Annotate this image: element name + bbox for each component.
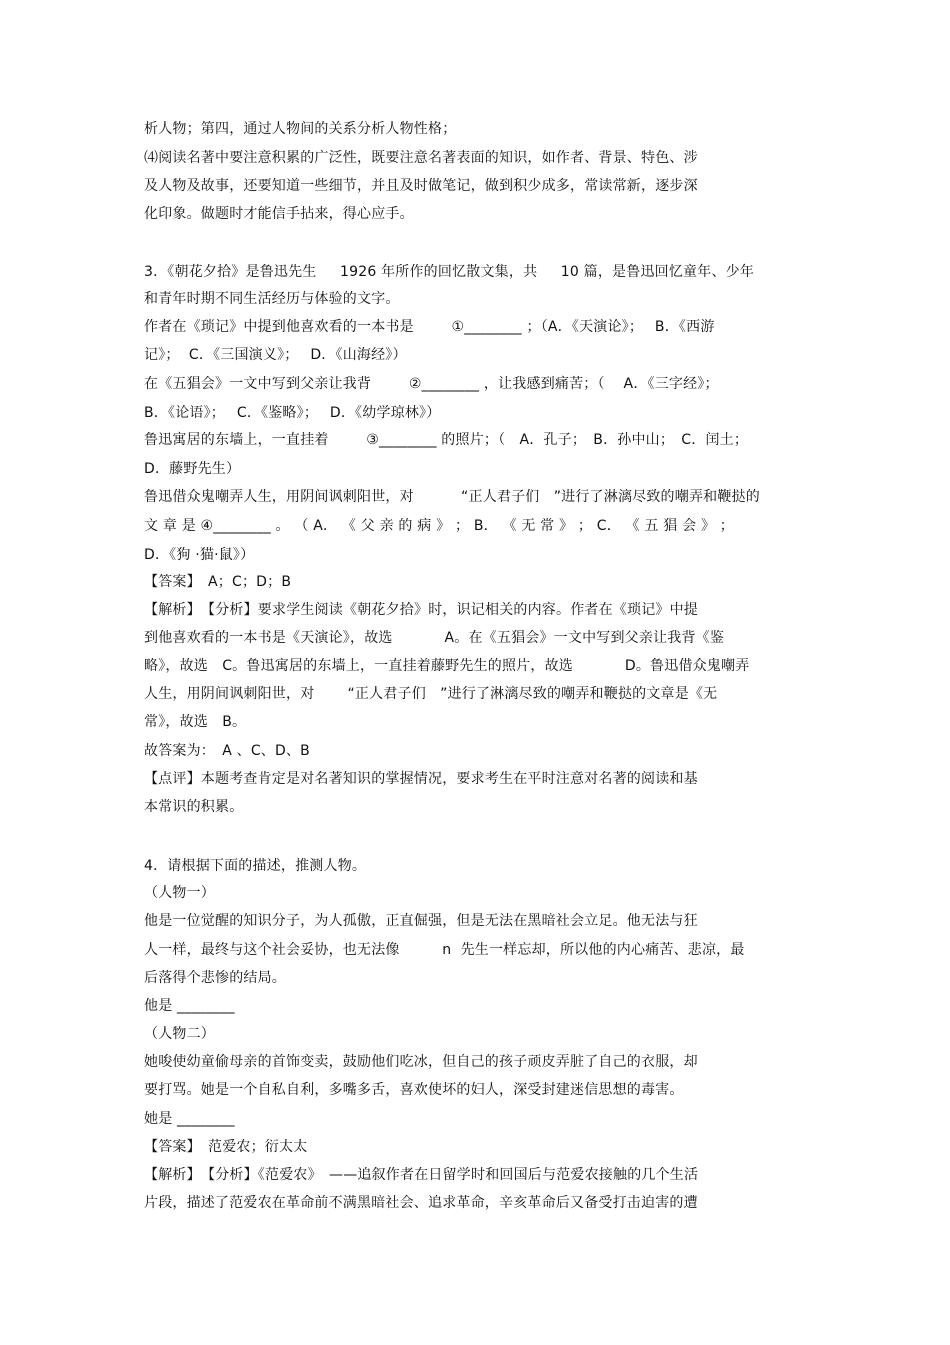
text-line: 她是 ________ bbox=[144, 1111, 235, 1127]
text-line: 要打骂。她是一个自私自利，多嘴多舌，喜欢使坏的妇人，深受封建迷信思想的毒害。 bbox=[144, 1082, 684, 1098]
text-line: D．《狗 ·猫·鼠》） bbox=[144, 547, 255, 563]
question-3-stem: 3．《朝花夕拾》是鲁迅先生 1926 年所作的回忆散文集，共 10 篇，是鲁迅回忆童年、少年 bbox=[144, 264, 755, 280]
text-line: 常》，故选 B。 bbox=[144, 714, 247, 730]
text-line: 略》，故选 C。鲁迅寓居的东墙上，一直挂着藤野先生的照片，故选 D。鲁迅借众鬼嘲弄 bbox=[144, 658, 750, 674]
analysis-text: 【解析】 【分析】要求学生阅读《朝花夕拾》时，识记相关的内容。作者在《琐记》中提 bbox=[144, 602, 698, 618]
text-line: （人物二） bbox=[144, 1026, 215, 1042]
text-line: 他是 ________ bbox=[144, 998, 235, 1014]
question-3-item-2: 在《五猖会》一文中写到父亲让我背 ②________ ，让我感到痛苦；（ A．《三字经》； bbox=[144, 376, 719, 392]
text-line: 本常识的积累。 bbox=[144, 799, 244, 815]
text-line: 故答案为： A 、C、D、B bbox=[144, 743, 310, 759]
text-line: 及人物及故事，还要知道一些细节，并且及时做笔记，做到积少成多，常读常新，逐步深 bbox=[144, 178, 698, 194]
text-line: B．《论语》； C．《鉴略》； D．《幼学琼林》） bbox=[144, 405, 441, 421]
text-line: 她唆使幼童偷母亲的首饰变卖，鼓励他们吃冰，但自己的孩子顽皮弄脏了自己的衣服，却 bbox=[144, 1054, 698, 1070]
text-line: 人一样，最终与这个社会妥协，也无法像 n 先生一样忘却，所以他的内心痛苦、悲凉，最 bbox=[144, 942, 745, 958]
text-line: 和青年时期不同生活经历与体验的文字。 bbox=[144, 291, 400, 307]
answer-label: 【答案】 范爱农；衍太太 bbox=[144, 1139, 308, 1155]
text-line: 人生，用阴间讽刺阳世，对 “正人君子们 ”进行了淋漓尽致的嘲弄和鞭挞的文章是《无 bbox=[144, 686, 718, 702]
text-line: ⑷阅读名著中要注意积累的广泛性，既要注意名著表面的知识，如作者、背景、特色、涉 bbox=[144, 150, 698, 166]
text-line: D．藤野先生） bbox=[144, 461, 241, 477]
text-line: 他是一位觉醒的知识分子，为人孤傲，正直倔强，但是无法在黑暗社会立足。他无法与狂 bbox=[144, 913, 698, 929]
text-line: 到他喜欢看的一本书是《天演论》，故选 A。在《五猖会》一文中写到父亲让我背《鉴 bbox=[144, 630, 725, 646]
text-line: 片段，描述了范爱农在革命前不满黑暗社会、追求革命，辛亥革命后又备受打击迫害的遭 bbox=[144, 1195, 698, 1211]
question-3-item-4: 鲁迅借众鬼嘲弄人生，用阴间讽刺阳世，对 “正人君子们 ”进行了淋漓尽致的嘲弄和鞭挞的 bbox=[144, 489, 760, 505]
text-line: 文 章 是 ④________ 。 （ A． 《 父 亲 的 病 》 ； B． 《 无 常 》 ； C． 《 五 猖 会 》 ； bbox=[144, 518, 735, 534]
text-line: （人物一） bbox=[144, 885, 215, 901]
text-line: 析人物；第四，通过人物间的关系分析人物性格； bbox=[144, 121, 457, 137]
text-line: 化印象。做题时才能信手拈来，得心应手。 bbox=[144, 206, 414, 222]
answer-label: 【答案】 A；C；D；B bbox=[144, 574, 292, 590]
text-line: 后落得个悲惨的结局。 bbox=[144, 970, 286, 986]
text-line: 记》； C．《三国演义》； D．《山海经》） bbox=[144, 347, 407, 363]
question-4-stem: 4．请根据下面的描述，推测人物。 bbox=[144, 858, 367, 874]
comment-text: 【点评】本题考查肯定是对名著知识的掌握情况，要求考生在平时注意对名著的阅读和基 bbox=[144, 771, 698, 787]
question-3-item-1: 作者在《琐记》中提到他喜欢看的一本书是 ①________ ；（A．《天演论》； B．《西游 bbox=[144, 319, 715, 335]
analysis-text: 【解析】 【分析】《范爱农》 ——追叙作者在日留学时和回国后与范爱农接触的几个生活 bbox=[144, 1167, 699, 1183]
question-3-item-3: 鲁迅寓居的东墙上，一直挂着 ③________ 的照片；（ A．孔子； B．孙中山； C．闰土； bbox=[144, 432, 749, 448]
